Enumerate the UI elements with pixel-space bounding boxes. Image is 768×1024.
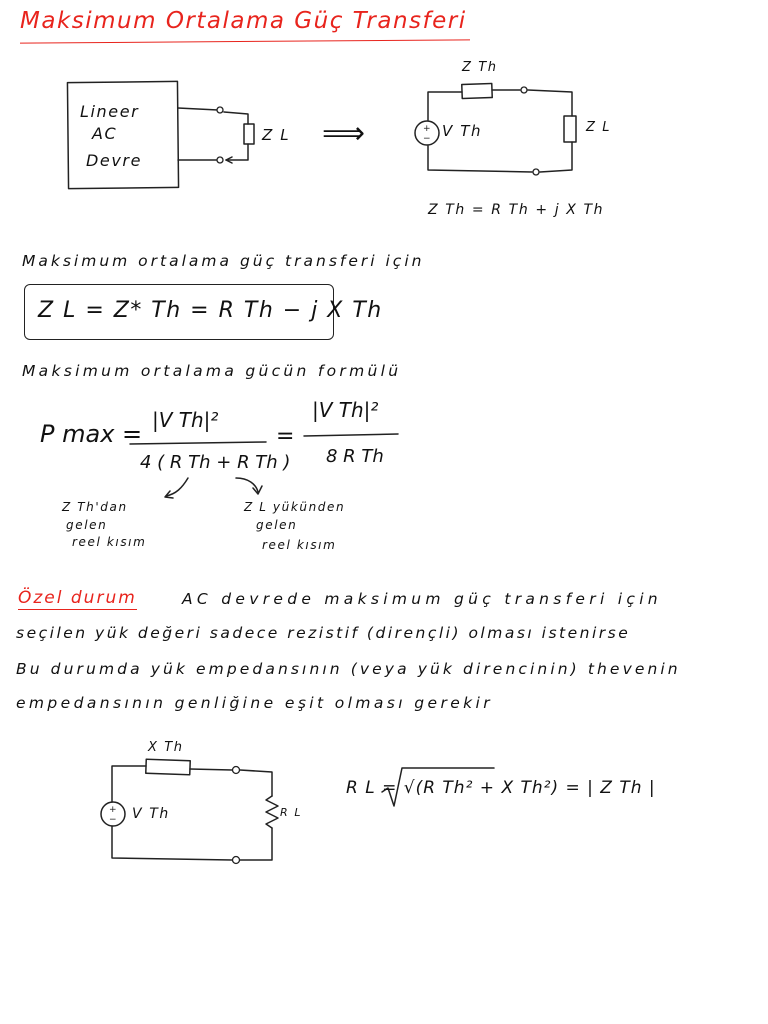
special-heading: Özel durum	[18, 588, 137, 608]
note-left-2: gelen	[66, 518, 108, 532]
numerator-1: |V Th|²	[152, 408, 219, 432]
zth-equation: Z Th = R Th + j X Th	[428, 202, 605, 218]
boxed-formula: Z L = Z* Th = R Th − j X Th	[38, 298, 383, 323]
implies-arrow: ⟹	[322, 116, 366, 151]
xth-label: X Th	[148, 740, 184, 755]
block-label-devre: Devre	[86, 151, 143, 170]
special-circuit	[101, 759, 278, 863]
zl-label: Z L	[586, 120, 612, 135]
special-line-4: empedansının genliğine eşit olması gerekir	[16, 694, 494, 712]
note-arrows	[165, 478, 262, 498]
note-right-1: Z L yükünden	[244, 500, 346, 514]
thevenin-circuit	[415, 83, 576, 175]
equals-sign: =	[276, 424, 295, 449]
note-left-1: Z Th'dan	[62, 500, 128, 514]
vth-label: V Th	[442, 122, 483, 140]
page-title: Maksimum Ortalama Güç Transferi	[20, 8, 467, 34]
svg-text:+: +	[423, 124, 431, 134]
special-vth-label: V Th	[132, 806, 170, 822]
pmax-label: P max =	[40, 420, 143, 448]
denominator-2: 8 R Th	[326, 446, 384, 467]
svg-text:−: −	[423, 134, 431, 144]
rl-label: R L	[280, 806, 303, 819]
section2-heading: Maksimum ortalama gücün formülü	[22, 362, 402, 380]
denominator-1: 4 ( R Th + R Th )	[140, 452, 291, 473]
block-label-ac: AC	[92, 124, 118, 143]
load-label: Z L	[262, 126, 291, 144]
fraction-bar-2	[304, 434, 398, 436]
special-line-1: AC devrede maksimum güç transferi için	[182, 590, 662, 608]
note-right-3: reel kısım	[262, 538, 337, 552]
numerator-2: |V Th|²	[312, 398, 379, 422]
note-left-3: reel kısım	[72, 535, 147, 549]
note-right-2: gelen	[256, 518, 298, 532]
special-line-2: seçilen yük değeri sadece rezistif (dirençli) olması istenirse	[16, 624, 631, 642]
special-equation: R L = √(R Th² + X Th²) = | Z Th |	[346, 778, 656, 798]
section1-heading: Maksimum ortalama güç transferi için	[22, 252, 425, 270]
special-line-3: Bu durumda yük empedansının (veya yük direncinin) thevenin	[16, 660, 681, 678]
fraction-bar-1	[130, 442, 266, 444]
svg-text:−: −	[109, 815, 117, 825]
svg-text:+: +	[109, 805, 117, 815]
block-label-lineer: Lineer	[80, 102, 140, 121]
zth-label: Z Th	[462, 60, 498, 75]
